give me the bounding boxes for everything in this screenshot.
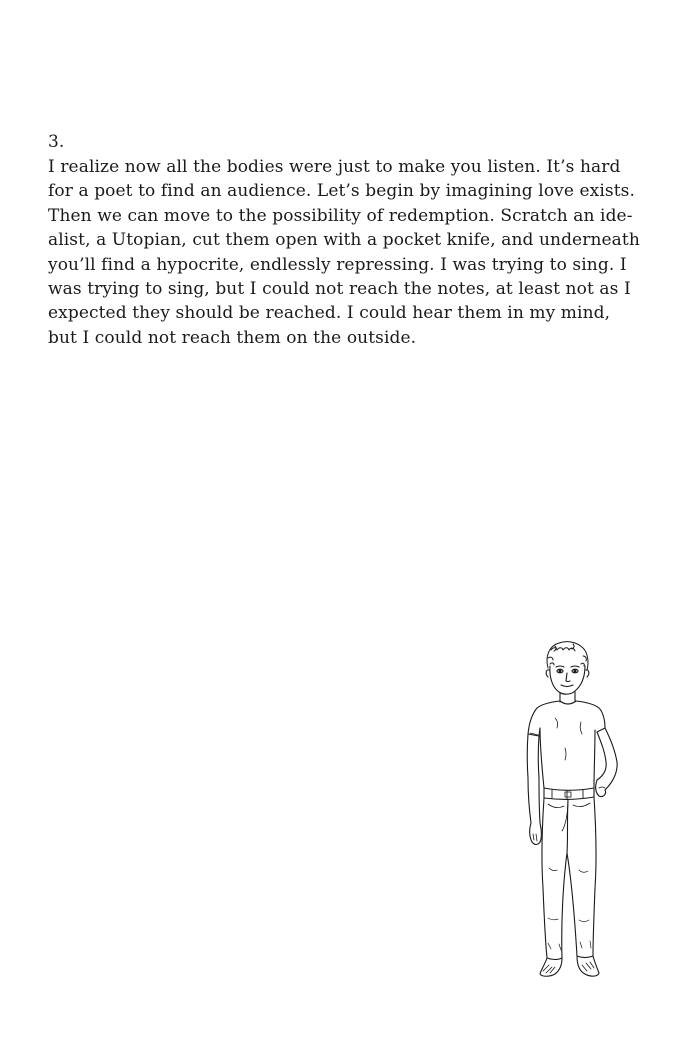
- prose-line: but I could not reach them on the outside.: [48, 327, 417, 348]
- prose-line: alist, a Utopian, cut them open with a pocket knife, and underneath: [48, 230, 640, 251]
- prose-line: for a poet to find an audience. Let’s begin by imagining love exists.: [48, 181, 635, 202]
- face: [546, 666, 589, 694]
- section-number: 3.: [48, 132, 65, 152]
- prose-line: was trying to sing, but I could not reach the notes, at least not as I: [48, 279, 631, 300]
- t-shirt: [528, 701, 605, 790]
- prose-line: expected they should be reached. I could hear them in my mind,: [48, 303, 611, 324]
- standing-figure-illustration: [515, 638, 625, 983]
- prose-line: I realize now all the bodies were just to make you listen. It’s hard: [48, 157, 621, 177]
- right-arm: [596, 728, 617, 797]
- prose-line: you’ll find a hypocrite, endlessly repressing. I was trying to sing. I: [48, 254, 627, 275]
- hair: [547, 642, 588, 670]
- prose-paragraph: [48, 155, 658, 350]
- jeans: [542, 797, 596, 960]
- prose-line: Then we can move to the possibility of redemption. Scratch an ide-: [48, 205, 633, 226]
- left-arm: [527, 734, 541, 844]
